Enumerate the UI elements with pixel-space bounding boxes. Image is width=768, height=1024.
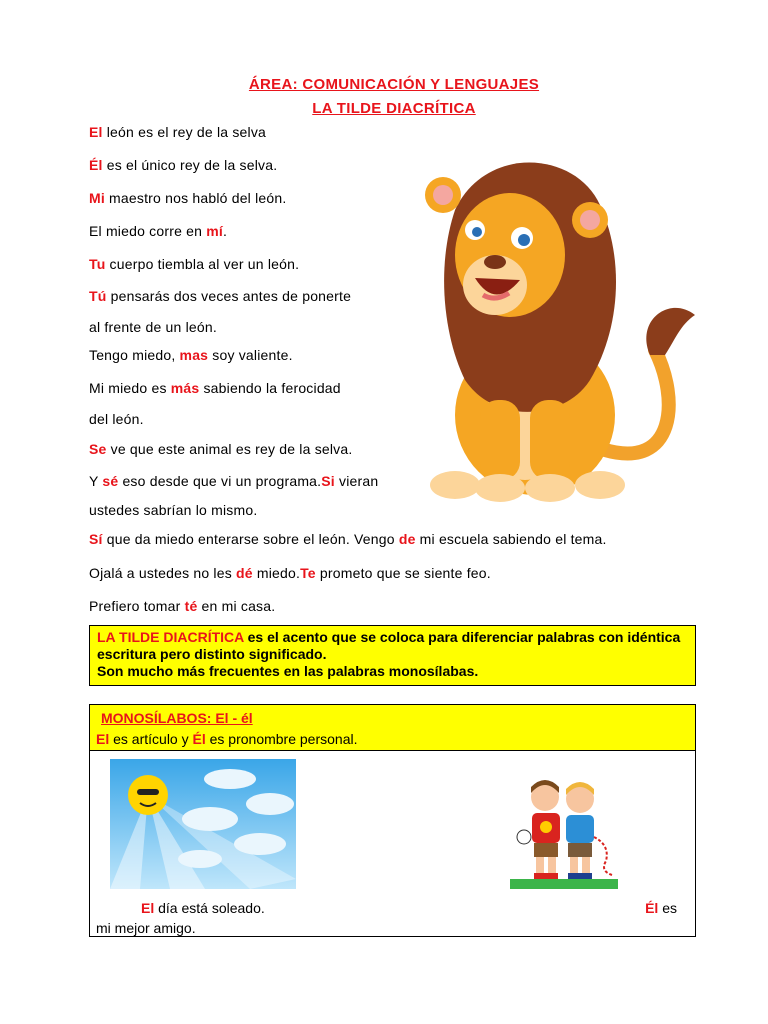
caption-friend-continued: mi mejor amigo.	[96, 920, 196, 936]
highlight-word: El	[96, 731, 110, 747]
sentence-line-15	[89, 565, 491, 581]
sentence-line-4	[89, 223, 227, 239]
subtitle-text: es pronombre personal.	[205, 731, 358, 747]
sentence-line-7	[89, 319, 217, 335]
sentence-line-1	[89, 124, 266, 140]
highlight-word: Sí	[89, 531, 103, 547]
monosyllables-header	[90, 705, 695, 751]
sentence-text: mi escuela sabiendo el tema.	[415, 531, 607, 547]
monosyllables-subtitle	[96, 731, 358, 747]
sentence-line-10	[89, 411, 144, 427]
sentence-text: Mi miedo es	[89, 380, 171, 396]
subtitle-text: es artículo y	[109, 731, 193, 747]
definition-term: LA TILDE DIACRÍTICA	[97, 629, 244, 645]
sentence-line-2	[89, 157, 277, 173]
sentence-text: león es el rey de la selva	[102, 124, 267, 140]
sentence-text: soy valiente.	[208, 347, 293, 363]
sentence-text: cuerpo tiembla al ver un león.	[105, 256, 300, 272]
lion-illustration	[425, 150, 700, 510]
sunny-sky-image	[110, 759, 296, 889]
definition-note: Son mucho más frecuentes en las palabras monosílabas.	[97, 663, 479, 679]
two-friends-image	[510, 775, 618, 893]
highlight-word: dé	[236, 565, 253, 581]
sentence-text: ustedes sabrían lo mismo.	[89, 502, 258, 518]
sentence-text: Tengo miedo,	[89, 347, 180, 363]
highlight-word: Mi	[89, 190, 105, 206]
highlight-word: El	[141, 900, 155, 916]
sentence-line-14	[89, 531, 607, 547]
sentence-line-16	[89, 598, 275, 614]
highlight-word: más	[170, 380, 200, 396]
highlight-word: Se	[89, 441, 107, 457]
highlight-word: Él	[645, 900, 659, 916]
definition-text: es el acento que se coloca para diferenciar palabras con idéntica escritura pero distinto significado.	[97, 629, 681, 662]
highlight-word: El	[89, 124, 103, 140]
monosyllables-title: MONOSÍLABOS: El - él	[101, 710, 253, 726]
sentence-text: prometo que se siente feo.	[315, 565, 491, 581]
sentence-line-11	[89, 441, 352, 457]
sentence-text: en mi casa.	[197, 598, 276, 614]
sentence-text: .	[222, 223, 228, 239]
caption-friend	[645, 900, 677, 916]
sentence-text: que da miedo enterarse sobre el león. Vengo	[102, 531, 399, 547]
highlight-word: Tu	[89, 256, 106, 272]
highlight-word: mas	[179, 347, 209, 363]
caption-text: día está soleado.	[154, 900, 265, 916]
sentence-text: del león.	[89, 411, 144, 427]
caption-sunny-day	[141, 900, 265, 916]
sentence-text: sabiendo la ferocidad	[199, 380, 341, 396]
sentence-text: ve que este animal es rey de la selva.	[106, 441, 353, 457]
sentence-line-8	[89, 347, 293, 363]
area-title: ÁREA: COMUNICACIÓN Y LENGUAJES	[248, 76, 540, 93]
highlight-word: mí	[206, 223, 223, 239]
monosyllables-box	[89, 704, 696, 937]
sentence-line-13	[89, 502, 257, 518]
highlight-word: Si	[321, 473, 335, 489]
sentence-text: Y	[89, 473, 103, 489]
sentence-text: El miedo corre en	[89, 223, 207, 239]
highlight-word: Él	[89, 157, 103, 173]
sentence-line-6	[89, 288, 351, 304]
sentence-text: maestro nos habló del león.	[104, 190, 287, 206]
sentence-text: al frente de un león.	[89, 319, 217, 335]
sentence-text: eso desde que vi un programa.	[118, 473, 322, 489]
page-title: LA TILDE DIACRÍTICA	[312, 100, 476, 117]
sentence-line-9	[89, 380, 341, 396]
sentence-text: miedo.	[252, 565, 301, 581]
sentence-text: pensarás dos veces antes de ponerte	[106, 288, 352, 304]
highlight-word: té	[184, 598, 198, 614]
sentence-text: Ojalá a ustedes no les	[89, 565, 237, 581]
sentence-text: es el único rey de la selva.	[102, 157, 278, 173]
sentence-text: vieran	[334, 473, 379, 489]
highlight-word: sé	[102, 473, 119, 489]
highlight-word: Él	[192, 731, 206, 747]
highlight-word: Tú	[89, 288, 107, 304]
definition-box	[89, 625, 696, 686]
sentence-line-3	[89, 190, 286, 206]
sentence-line-5	[89, 256, 299, 272]
sentence-text: Prefiero tomar	[89, 598, 185, 614]
sentence-line-12	[89, 473, 378, 489]
highlight-word: de	[398, 531, 416, 547]
caption-text: es	[658, 900, 677, 916]
highlight-word: Te	[300, 565, 316, 581]
